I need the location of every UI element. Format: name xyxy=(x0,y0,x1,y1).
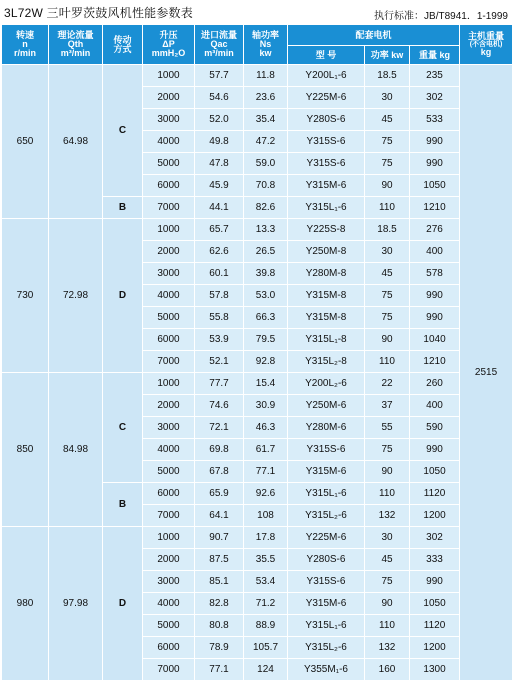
motor-weight-cell: 1050 xyxy=(410,593,460,615)
motor-model-cell: Y315L₁-8 xyxy=(288,329,365,351)
motor-weight-cell: 1120 xyxy=(410,483,460,505)
motor-power-cell: 132 xyxy=(365,637,410,659)
inlet-flow-cell: 78.9 xyxy=(195,637,244,659)
motor-model-cell: Y280S-6 xyxy=(288,549,365,571)
motor-weight-cell: 302 xyxy=(410,87,460,109)
inlet-flow-cell: 62.6 xyxy=(195,241,244,263)
motor-power-cell: 18.5 xyxy=(365,65,410,87)
shaft-power-cell: 92.8 xyxy=(244,351,288,373)
motor-model-cell: Y280M-8 xyxy=(288,263,365,285)
motor-power-cell: 110 xyxy=(365,483,410,505)
motor-power-cell: 90 xyxy=(365,175,410,197)
drive-cell: D xyxy=(103,219,143,373)
motor-model-cell: Y315M-6 xyxy=(288,593,365,615)
inlet-flow-cell: 87.5 xyxy=(195,549,244,571)
shaft-power-cell: 92.6 xyxy=(244,483,288,505)
pressure-cell: 3000 xyxy=(143,109,195,131)
inlet-flow-cell: 72.1 xyxy=(195,417,244,439)
header-theoretical-flow: 理论流量 Qth m³/min xyxy=(49,25,103,65)
motor-power-cell: 110 xyxy=(365,615,410,637)
motor-power-cell: 75 xyxy=(365,439,410,461)
header-motor-weight: 重量 kg xyxy=(410,46,460,65)
speed-cell: 730 xyxy=(2,219,49,373)
motor-model-cell: Y315L₂-6 xyxy=(288,637,365,659)
motor-weight-cell: 276 xyxy=(410,219,460,241)
inlet-flow-cell: 77.1 xyxy=(195,659,244,681)
pressure-cell: 3000 xyxy=(143,417,195,439)
motor-power-cell: 110 xyxy=(365,197,410,219)
pressure-cell: 4000 xyxy=(143,593,195,615)
shaft-power-cell: 53.0 xyxy=(244,285,288,307)
pressure-cell: 7000 xyxy=(143,351,195,373)
table-row xyxy=(2,373,513,395)
table-row xyxy=(2,65,513,87)
motor-power-cell: 30 xyxy=(365,527,410,549)
header-inlet-flow: 进口流量 Qac m³/min xyxy=(195,25,244,65)
speed-cell: 850 xyxy=(2,373,49,527)
shaft-power-cell: 35.4 xyxy=(244,109,288,131)
header-main-weight: 主机重量 (不含电机) kg xyxy=(460,25,513,65)
motor-power-cell: 22 xyxy=(365,373,410,395)
pressure-cell: 4000 xyxy=(143,131,195,153)
pressure-cell: 7000 xyxy=(143,659,195,681)
theoretical-flow-cell: 72.98 xyxy=(49,219,103,373)
motor-power-cell: 30 xyxy=(365,87,410,109)
shaft-power-cell: 59.0 xyxy=(244,153,288,175)
motor-weight-cell: 400 xyxy=(410,395,460,417)
motor-weight-cell: 578 xyxy=(410,263,460,285)
pressure-cell: 6000 xyxy=(143,483,195,505)
inlet-flow-cell: 54.6 xyxy=(195,87,244,109)
motor-model-cell: Y315S-6 xyxy=(288,439,365,461)
inlet-flow-cell: 65.9 xyxy=(195,483,244,505)
header-pressure: 升压 ΔP mmH₂O xyxy=(143,25,195,65)
shaft-power-cell: 15.4 xyxy=(244,373,288,395)
inlet-flow-cell: 65.7 xyxy=(195,219,244,241)
inlet-flow-cell: 52.0 xyxy=(195,109,244,131)
motor-model-cell: Y315M-6 xyxy=(288,461,365,483)
motor-weight-cell: 590 xyxy=(410,417,460,439)
pressure-cell: 5000 xyxy=(143,153,195,175)
motor-power-cell: 75 xyxy=(365,307,410,329)
motor-power-cell: 75 xyxy=(365,285,410,307)
inlet-flow-cell: 53.9 xyxy=(195,329,244,351)
header-motor-group: 配套电机 xyxy=(288,25,460,46)
main-weight-cell: 2515 xyxy=(460,65,513,681)
shaft-power-cell: 82.6 xyxy=(244,197,288,219)
motor-power-cell: 55 xyxy=(365,417,410,439)
shaft-power-cell: 88.9 xyxy=(244,615,288,637)
motor-model-cell: Y315L₁-6 xyxy=(288,483,365,505)
header-speed: 转速 n r/min xyxy=(2,25,49,65)
pressure-cell: 1000 xyxy=(143,219,195,241)
inlet-flow-cell: 52.1 xyxy=(195,351,244,373)
motor-model-cell: Y280S-6 xyxy=(288,109,365,131)
inlet-flow-cell: 80.8 xyxy=(195,615,244,637)
pressure-cell: 3000 xyxy=(143,263,195,285)
motor-weight-cell: 990 xyxy=(410,439,460,461)
inlet-flow-cell: 47.8 xyxy=(195,153,244,175)
title-bar xyxy=(0,0,514,24)
motor-weight-cell: 1050 xyxy=(410,175,460,197)
drive-cell: D xyxy=(103,527,143,681)
motor-model-cell: Y315S-6 xyxy=(288,571,365,593)
shaft-power-cell: 11.8 xyxy=(244,65,288,87)
motor-model-cell: Y315L₁-6 xyxy=(288,197,365,219)
motor-power-cell: 37 xyxy=(365,395,410,417)
motor-weight-cell: 235 xyxy=(410,65,460,87)
shaft-power-cell: 30.9 xyxy=(244,395,288,417)
inlet-flow-cell: 49.8 xyxy=(195,131,244,153)
motor-weight-cell: 302 xyxy=(410,527,460,549)
motor-power-cell: 90 xyxy=(365,593,410,615)
inlet-flow-cell: 77.7 xyxy=(195,373,244,395)
pressure-cell: 3000 xyxy=(143,571,195,593)
motor-weight-cell: 1120 xyxy=(410,615,460,637)
shaft-power-cell: 46.3 xyxy=(244,417,288,439)
pressure-cell: 6000 xyxy=(143,329,195,351)
shaft-power-cell: 23.6 xyxy=(244,87,288,109)
pressure-cell: 4000 xyxy=(143,439,195,461)
pressure-cell: 2000 xyxy=(143,395,195,417)
shaft-power-cell: 124 xyxy=(244,659,288,681)
shaft-power-cell: 71.2 xyxy=(244,593,288,615)
inlet-flow-cell: 44.1 xyxy=(195,197,244,219)
pressure-cell: 1000 xyxy=(143,527,195,549)
motor-weight-cell: 990 xyxy=(410,307,460,329)
motor-weight-cell: 400 xyxy=(410,241,460,263)
shaft-power-cell: 61.7 xyxy=(244,439,288,461)
motor-power-cell: 18.5 xyxy=(365,219,410,241)
motor-model-cell: Y250M-6 xyxy=(288,395,365,417)
pressure-cell: 2000 xyxy=(143,549,195,571)
inlet-flow-cell: 60.1 xyxy=(195,263,244,285)
motor-model-cell: Y315M-8 xyxy=(288,285,365,307)
table-row xyxy=(2,219,513,241)
inlet-flow-cell: 45.9 xyxy=(195,175,244,197)
shaft-power-cell: 105.7 xyxy=(244,637,288,659)
shaft-power-cell: 17.8 xyxy=(244,527,288,549)
motor-model-cell: Y315M-6 xyxy=(288,175,365,197)
pressure-cell: 4000 xyxy=(143,285,195,307)
motor-model-cell: Y315L₂-6 xyxy=(288,505,365,527)
motor-power-cell: 90 xyxy=(365,461,410,483)
motor-weight-cell: 1200 xyxy=(410,505,460,527)
shaft-power-cell: 26.5 xyxy=(244,241,288,263)
speed-cell: 650 xyxy=(2,65,49,219)
table-row xyxy=(2,527,513,549)
drive-cell: C xyxy=(103,373,143,483)
theoretical-flow-cell: 97.98 xyxy=(49,527,103,681)
motor-power-cell: 110 xyxy=(365,351,410,373)
motor-model-cell: Y200L₁-6 xyxy=(288,65,365,87)
motor-model-cell: Y225M-6 xyxy=(288,527,365,549)
motor-model-cell: Y315M-8 xyxy=(288,307,365,329)
motor-power-cell: 75 xyxy=(365,571,410,593)
motor-power-cell: 160 xyxy=(365,659,410,681)
motor-weight-cell: 1300 xyxy=(410,659,460,681)
header-motor-power: 功率 kw xyxy=(365,46,410,65)
shaft-power-cell: 13.3 xyxy=(244,219,288,241)
shaft-power-cell: 47.2 xyxy=(244,131,288,153)
shaft-power-cell: 53.4 xyxy=(244,571,288,593)
drive-cell: B xyxy=(103,197,143,219)
motor-power-cell: 90 xyxy=(365,329,410,351)
motor-weight-cell: 533 xyxy=(410,109,460,131)
page-title: 3L72W 三叶罗茨鼓风机性能参数表 xyxy=(4,6,193,20)
motor-power-cell: 75 xyxy=(365,131,410,153)
pressure-cell: 2000 xyxy=(143,241,195,263)
shaft-power-cell: 70.8 xyxy=(244,175,288,197)
pressure-cell: 7000 xyxy=(143,197,195,219)
motor-model-cell: Y355M₁-6 xyxy=(288,659,365,681)
motor-power-cell: 75 xyxy=(365,153,410,175)
motor-power-cell: 45 xyxy=(365,549,410,571)
motor-model-cell: Y315L₁-6 xyxy=(288,615,365,637)
motor-model-cell: Y280M-6 xyxy=(288,417,365,439)
motor-model-cell: Y200L₂-6 xyxy=(288,373,365,395)
motor-model-cell: Y225S-8 xyxy=(288,219,365,241)
motor-weight-cell: 990 xyxy=(410,131,460,153)
motor-power-cell: 45 xyxy=(365,109,410,131)
header-motor-model: 型 号 xyxy=(288,46,365,65)
pressure-cell: 5000 xyxy=(143,307,195,329)
inlet-flow-cell: 55.8 xyxy=(195,307,244,329)
theoretical-flow-cell: 84.98 xyxy=(49,373,103,527)
motor-model-cell: Y315L₂-8 xyxy=(288,351,365,373)
pressure-cell: 5000 xyxy=(143,461,195,483)
motor-weight-cell: 990 xyxy=(410,571,460,593)
drive-cell: B xyxy=(103,483,143,527)
motor-weight-cell: 1210 xyxy=(410,197,460,219)
pressure-cell: 6000 xyxy=(143,637,195,659)
inlet-flow-cell: 67.8 xyxy=(195,461,244,483)
motor-model-cell: Y250M-8 xyxy=(288,241,365,263)
shaft-power-cell: 108 xyxy=(244,505,288,527)
performance-table xyxy=(1,24,513,681)
motor-weight-cell: 990 xyxy=(410,285,460,307)
pressure-cell: 2000 xyxy=(143,87,195,109)
header-drive: 传动 方式 xyxy=(103,25,143,65)
pressure-cell: 1000 xyxy=(143,65,195,87)
header-shaft-power: 轴功率 Ns kw xyxy=(244,25,288,65)
inlet-flow-cell: 90.7 xyxy=(195,527,244,549)
motor-weight-cell: 990 xyxy=(410,153,460,175)
shaft-power-cell: 66.3 xyxy=(244,307,288,329)
motor-weight-cell: 260 xyxy=(410,373,460,395)
shaft-power-cell: 39.8 xyxy=(244,263,288,285)
inlet-flow-cell: 57.8 xyxy=(195,285,244,307)
motor-power-cell: 132 xyxy=(365,505,410,527)
motor-power-cell: 30 xyxy=(365,241,410,263)
motor-weight-cell: 1050 xyxy=(410,461,460,483)
shaft-power-cell: 35.5 xyxy=(244,549,288,571)
theoretical-flow-cell: 64.98 xyxy=(49,65,103,219)
inlet-flow-cell: 69.8 xyxy=(195,439,244,461)
pressure-cell: 6000 xyxy=(143,175,195,197)
motor-weight-cell: 1200 xyxy=(410,637,460,659)
table-body xyxy=(2,65,513,681)
pressure-cell: 5000 xyxy=(143,615,195,637)
motor-model-cell: Y315S-6 xyxy=(288,153,365,175)
motor-model-cell: Y225M-6 xyxy=(288,87,365,109)
drive-cell: C xyxy=(103,65,143,197)
motor-model-cell: Y315S-6 xyxy=(288,131,365,153)
speed-cell: 980 xyxy=(2,527,49,681)
shaft-power-cell: 77.1 xyxy=(244,461,288,483)
inlet-flow-cell: 64.1 xyxy=(195,505,244,527)
motor-power-cell: 45 xyxy=(365,263,410,285)
motor-weight-cell: 333 xyxy=(410,549,460,571)
motor-weight-cell: 1040 xyxy=(410,329,460,351)
inlet-flow-cell: 82.8 xyxy=(195,593,244,615)
shaft-power-cell: 79.5 xyxy=(244,329,288,351)
pressure-cell: 1000 xyxy=(143,373,195,395)
standard-label: 执行标准：JB/T8941．1-1999 xyxy=(374,11,508,22)
motor-weight-cell: 1210 xyxy=(410,351,460,373)
table-header xyxy=(2,25,513,65)
pressure-cell: 7000 xyxy=(143,505,195,527)
inlet-flow-cell: 85.1 xyxy=(195,571,244,593)
inlet-flow-cell: 57.7 xyxy=(195,65,244,87)
inlet-flow-cell: 74.6 xyxy=(195,395,244,417)
